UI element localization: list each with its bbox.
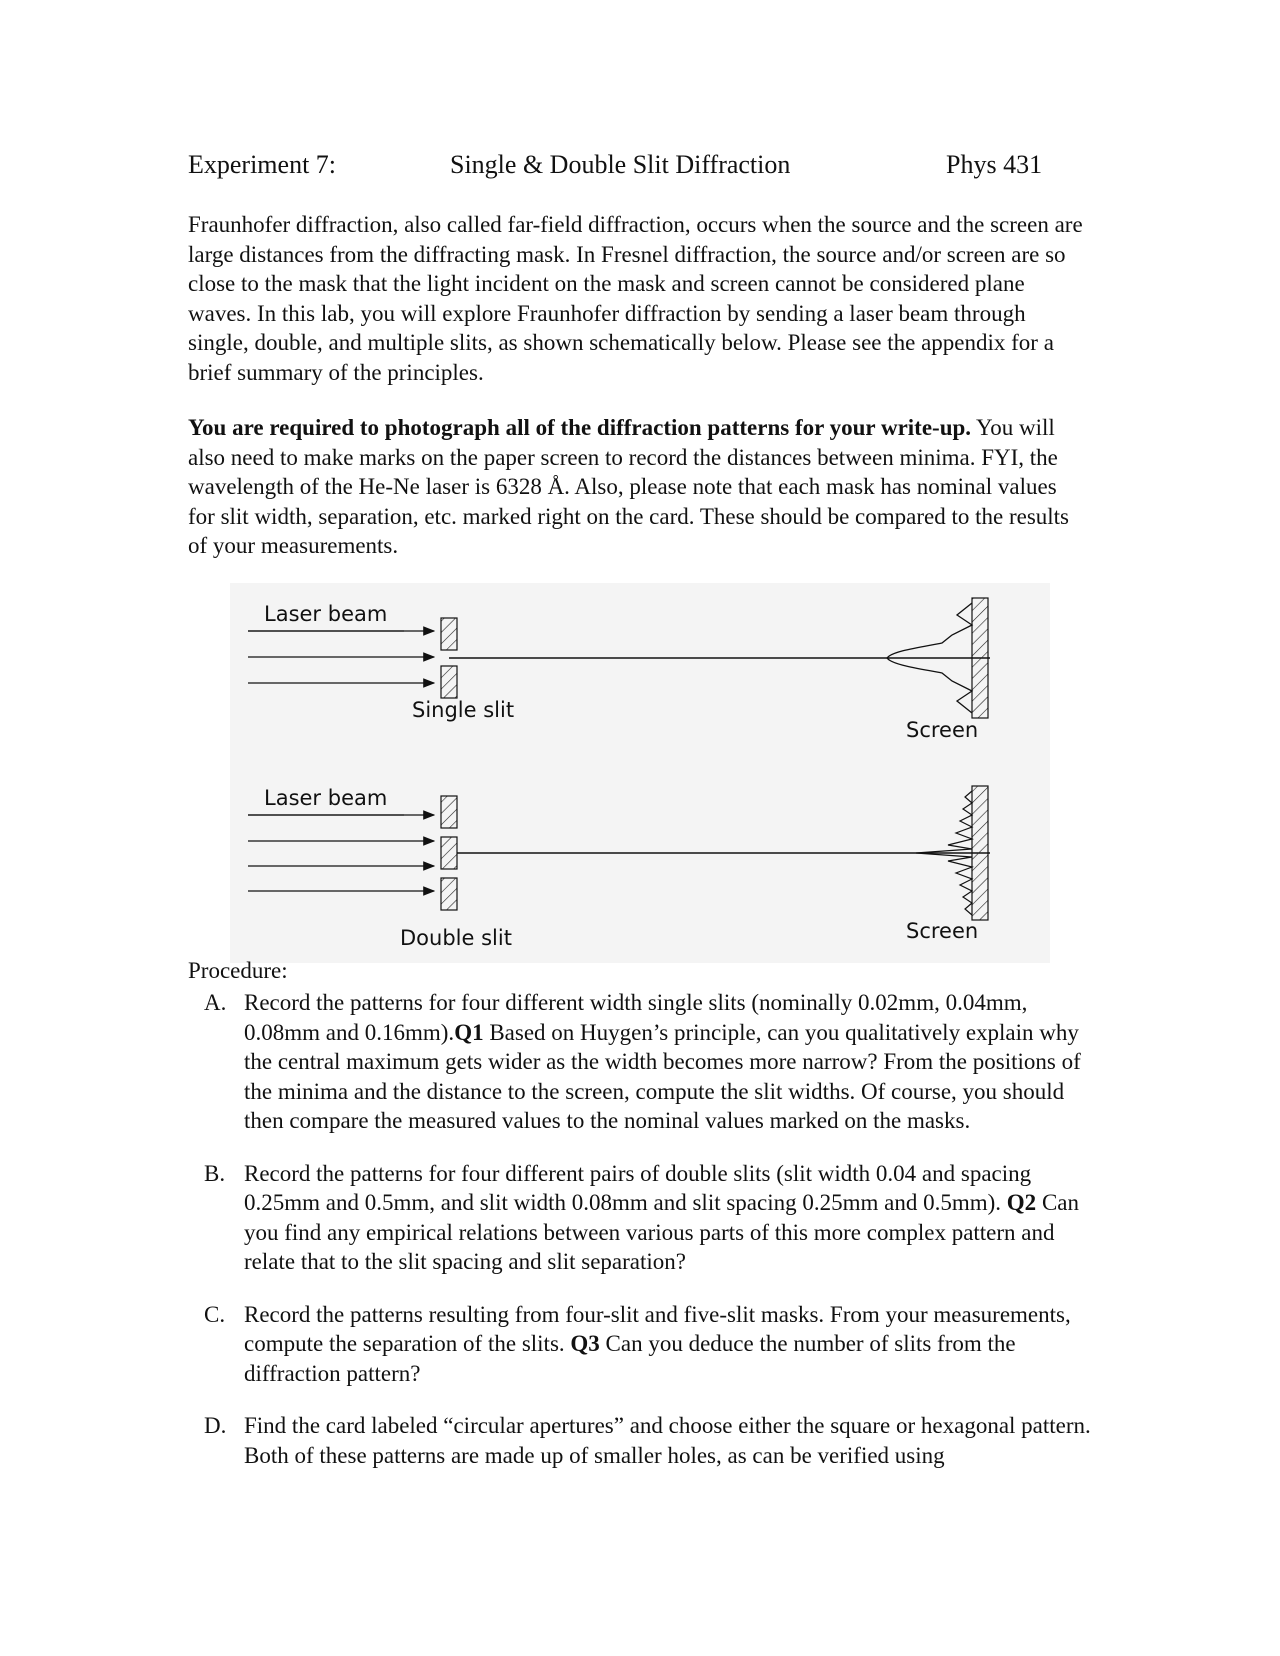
course-code: Phys 431 — [946, 150, 1043, 179]
item-letter: D. — [204, 1413, 227, 1438]
single-screen-label: Screen — [906, 718, 979, 742]
item-text-continued: Based on Huygen’s principle, can you qualitatively explain why the central maximum gets wider as the width becomes more narrow? From the positions of the minima and the distance to the screen, compute the slit widths. Of course, you should then compare the measured values to the nominal values marked on the masks. — [244, 1019, 1081, 1133]
procedure-item-b — [204, 1159, 1104, 1277]
item-text: Record the patterns for four different pairs of double slits (slit width 0.04 and spacing 0.25mm and 0.5mm, and slit width 0.08mm and slit spacing 0.25mm and 0.5mm). — [244, 1160, 1032, 1215]
item-letter: A. — [204, 990, 227, 1015]
page-header — [188, 150, 1048, 184]
single-screen — [972, 598, 988, 718]
procedure-item-c — [204, 1300, 1104, 1389]
procedure-list — [204, 988, 1104, 1493]
intro-paragraph: Fraunhofer diffraction, also called far-field diffraction, occurs when the source and the screen are large distances from the diffracting mask. In Fresnel diffraction, the source and/or screen are so close to the mask that the light incident on the mask and screen cannot be considered plane waves. In this lab, you will explore Fraunhofer diffraction by sending a laser beam through single, double, and multiple slits, as shown schematically below. Please see the appendix for a brief summary of the principles. — [188, 212, 1083, 385]
double-slit-upper-block — [441, 796, 457, 828]
procedure-item-a — [204, 988, 1104, 1136]
experiment-number: Experiment 7: — [188, 150, 337, 179]
procedure-heading: Procedure: — [188, 958, 288, 983]
requirement-paragraph — [188, 413, 1088, 561]
slit-diagram-svg — [230, 583, 1050, 963]
item-text-continued: Can you find any empirical relations between various parts of this more complex pattern and relate that to the slit spacing and slit separation? — [244, 1190, 1079, 1274]
requirement-text: You will also need to make marks on the paper screen to record the distances between minima. FYI, the wavelength of the He-Ne laser is 6328 Å. Also, please note that each mask has nominal values for slit width, separation, etc. marked right on the card. These should be compared to the results of your measurements. — [188, 415, 1069, 558]
double-slit-label: Double slit — [400, 926, 512, 950]
question-marker: Q2 — [1006, 1190, 1037, 1215]
procedure-item-d — [204, 1411, 1104, 1470]
single-slit-lower-block — [441, 666, 457, 698]
item-letter: C. — [204, 1301, 226, 1327]
single-laser-beam-label: Laser beam — [264, 602, 388, 626]
item-text: Record the patterns for four different width single slits (nominally 0.02mm, 0.04mm, 0.08mm and 0.16mm). — [244, 990, 1028, 1045]
item-text-continued: Can you deduce the number of slits from the diffraction pattern? — [244, 1331, 1016, 1386]
question-marker: Q1 — [454, 1019, 484, 1045]
double-slit-middle-block — [441, 837, 457, 869]
experiment-title: Single & Double Slit Diffraction — [450, 150, 791, 179]
double-slit-lower-block — [441, 878, 457, 910]
question-marker: Q3 — [570, 1331, 600, 1356]
item-text: Record the patterns resulting from four-slit and five-slit masks. From your measurements, compute the separation of the slits. — [244, 1301, 1071, 1356]
double-laser-beam-label: Laser beam — [264, 786, 388, 810]
diagram-background — [230, 583, 1050, 963]
single-slit-upper-block — [441, 618, 457, 650]
double-screen-label: Screen — [906, 919, 979, 943]
requirement-bold: You are required to photograph all of the diffraction patterns for your write-up. — [188, 415, 972, 440]
item-letter: B. — [204, 1160, 226, 1186]
double-screen — [972, 786, 988, 920]
single-slit-label: Single slit — [412, 698, 515, 722]
item-text: Find the card labeled “circular apertures” and choose either the square or hexagonal pattern. Both of these patterns are made up of smaller holes, as can be verified using — [244, 1413, 1091, 1468]
slit-diagram — [230, 583, 1050, 963]
